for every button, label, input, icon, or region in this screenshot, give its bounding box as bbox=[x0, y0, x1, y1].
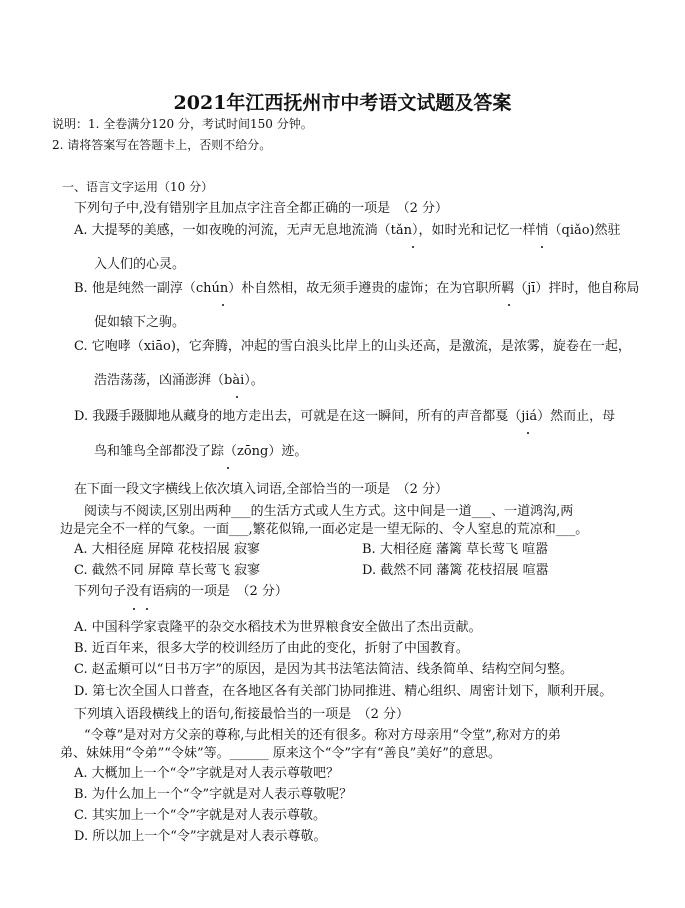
page-title: 2021年江西抚州市中考语文试题及答案 bbox=[173, 92, 512, 114]
q3-option-a: A. 中国科学家袁隆平的杂交水稻技术为世界粮食安全做出了杰出贡献。 bbox=[74, 620, 482, 635]
emphasis-dot bbox=[527, 432, 529, 434]
note-line-1: 说明：1. 全卷满分120 分，考试时间150 分钟。 bbox=[52, 117, 313, 131]
q3-option-b: B. 近百年来，很多大学的校训经历了由此的变化，折射了中国教育。 bbox=[74, 641, 469, 656]
q1-option-a-line2: 入人们的心灵。 bbox=[94, 257, 186, 272]
q4-passage-line2: 弟、妹妹用“令弟”“令妹”等。______ 原来这个“令”字有“善良”美好”的意思。 bbox=[60, 746, 501, 761]
q2-option-d: D. 截然不同 藩篱 花枝招展 喧嚣 bbox=[362, 563, 549, 578]
emphasis-dot bbox=[541, 246, 543, 248]
q1-option-b-line2: 促如辕下之驹。 bbox=[94, 315, 186, 330]
q1-option-a-line1: A. 大提琴的美感，一如夜晚的河流，无声无息地流淌（tǎn），如时光和记忆一样悄（qiǎo)然驻 bbox=[74, 223, 621, 238]
emphasis-dot bbox=[222, 304, 224, 306]
q2-stem: 在下面一段文字横线上依次填入词语,全部恰当的一项是 （2 分） bbox=[74, 482, 449, 497]
emphasis-dot bbox=[227, 467, 229, 469]
emphasis-dot bbox=[412, 246, 414, 248]
q1-option-c-line2: 浩浩荡荡，凶涌澎湃（bài）。 bbox=[94, 373, 264, 388]
q4-option-a: A. 大概加上一个“令”字就是对人表示尊敬吧？ bbox=[74, 766, 339, 781]
q4-passage-line1: “令尊”是对对方父亲的尊称,与此相关的还有很多。称对方母亲用“令堂”,称对方的弟 bbox=[84, 728, 561, 743]
emphasis-dot bbox=[133, 608, 135, 610]
q1-stem: 下列句子中,没有错别字且加点字注音全都正确的一项是 （2 分） bbox=[74, 201, 449, 216]
q1-option-b-line1: B. 他是纯然一副淳（chún）朴自然相，故无须手遵贵的虚饰；在为官职所羁（jī）拌时，他自称局 bbox=[74, 281, 640, 296]
emphasis-dot bbox=[146, 608, 148, 610]
q2-option-b: B. 大相径庭 藩篱 草长莺飞 喧嚣 bbox=[362, 542, 549, 557]
q2-passage-line2: 边是完全不一样的气象。一面___,繁花似锦,一面必定是一望无际的、令人窒息的荒凉和___。 bbox=[60, 522, 589, 537]
section-heading: 一、语言文字运用（10 分） bbox=[62, 180, 214, 194]
q2-passage-line1: 阅读与不阅读,区别出两种___的生活方式或人生方式。这中间是一道___、一道鸿沟,两 bbox=[84, 504, 574, 519]
emphasis-dot bbox=[508, 304, 510, 306]
q4-option-d: D. 所以加上一个“令”字就是对人表示尊敬。 bbox=[74, 829, 327, 844]
q3-option-d: D. 第七次全国人口普查，在各地区各有关部门协同推进、精心组织、周密计划下，顺利开展。 bbox=[74, 684, 613, 699]
note-line-2: 2. 请将答案写在答题卡上，否则不给分。 bbox=[52, 138, 272, 152]
q4-option-c: C. 其实加上一个“令”字就是对人表示尊敬。 bbox=[74, 808, 327, 823]
q1-option-d-line1: D. 我蹑手蹑脚地从藏身的地方走出去，可就是在这一瞬间，所有的声音都戛（jiá）然而止，母 bbox=[74, 409, 616, 424]
q4-stem: 下列填入语段横线上的语句,衔接最恰当的一项是 （2 分） bbox=[74, 707, 410, 722]
q2-option-c: C. 截然不同 屏障 草长莺飞 寂寥 bbox=[74, 563, 261, 578]
q3-stem: 下列句子没有语病的一项是 （2 分） bbox=[74, 584, 288, 599]
q1-option-d-line2: 鸟和雏鸟全部都没了踪（zōng）迹。 bbox=[94, 444, 308, 459]
emphasis-dot bbox=[236, 396, 238, 398]
q3-option-c: C. 赵孟頫可以“日书万字”的原因，是因为其书法笔法简洁、线条简单、结构空间匀整。 bbox=[74, 662, 574, 677]
q2-option-a: A. 大相径庭 屏障 花枝招展 寂寥 bbox=[74, 542, 261, 557]
q4-option-b: B. 为什么加上一个“令”字就是对人表示尊敬呢？ bbox=[74, 787, 353, 802]
q1-option-c-line1: C. 它咆哮（xiāo)，它奔腾，冲起的雪白浪头比岸上的山头还高，是激流，是浓雾，旋卷在一起， bbox=[74, 339, 631, 354]
